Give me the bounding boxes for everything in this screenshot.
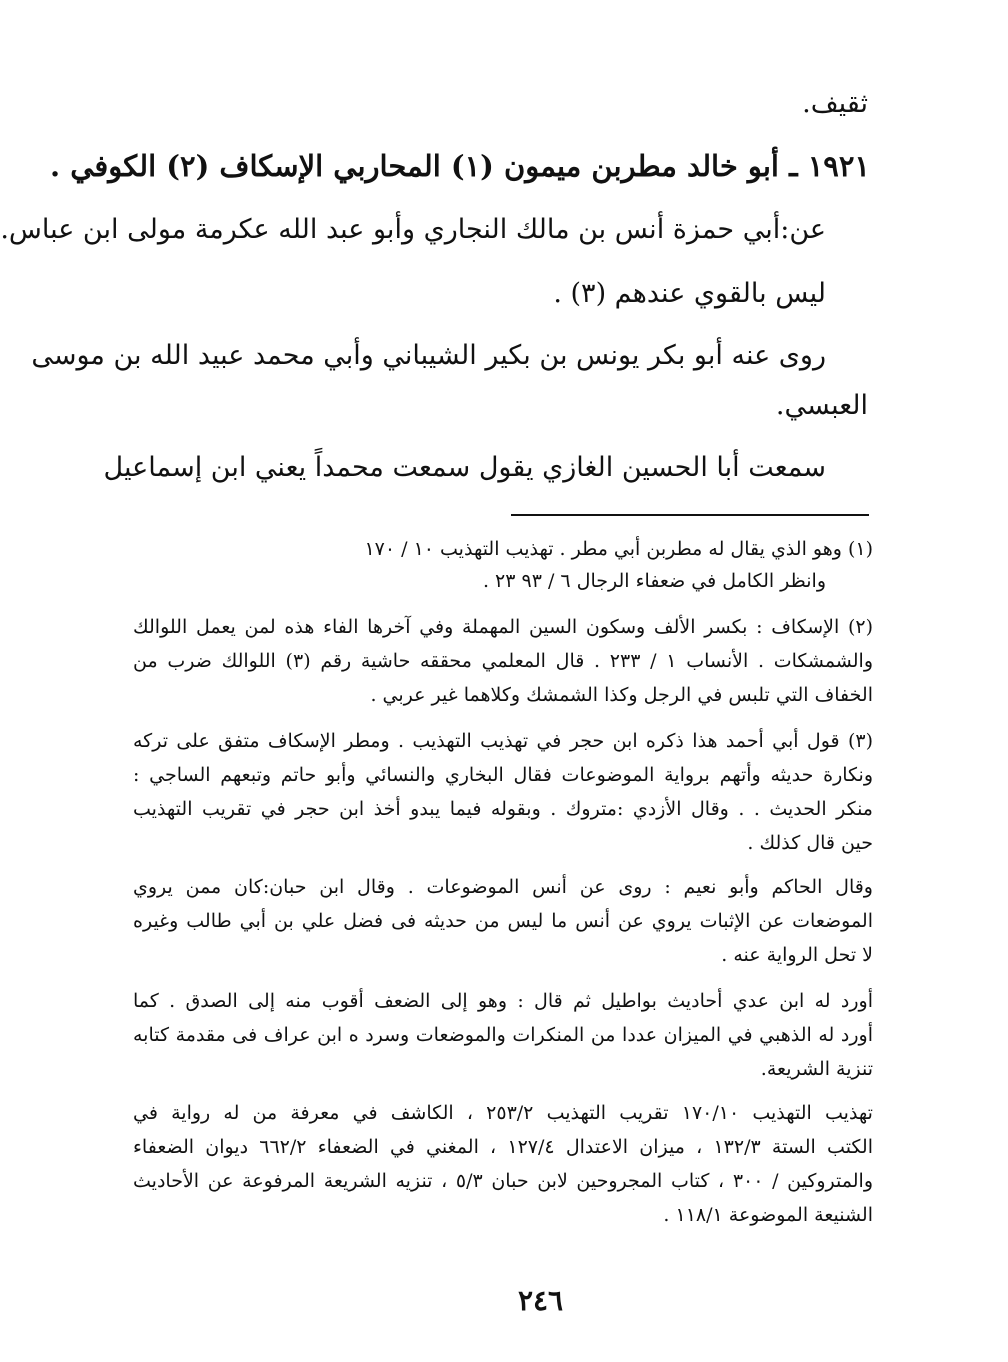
footnote-line: (٢) الإسكاف : بكسر الألف وسكون السين المهملة وفي آخرها الفاء هذه لمن يعمل اللوالك <box>133 616 873 638</box>
text-line-4: ليس بالقوي عندهم (٣) . <box>553 278 826 309</box>
footnote-line: تنزية الشريعة. <box>760 1058 873 1080</box>
footnote-line: والمتروكين / ٣٠٠ ، كتاب المجروحين لابن حبان ٥/٣ ، تنزيه الشريعة المرفوعة عن الأحاديث <box>133 1170 874 1192</box>
footnote-line: (٣) قول أبي أحمد هذا ذكره ابن حجر في تهذيب التهذيب . ومطر الإسكاف متفق على تركه <box>133 730 873 752</box>
footnote-line: الكتب الستة ١٣٢/٣ ، ميزان الاعتدال ١٢٧/٤ ، المغني في الضعفاء ٦٦٢/٢ ديوان الضعفاء <box>133 1136 873 1158</box>
page-number: ٢٤٦ <box>517 1284 564 1317</box>
footnote-line: والشمشكات . الأنساب ١ / ٢٣٣ . قال المعلمي محققه حاشية رقم (٣) اللوالك ضرب من <box>133 650 873 672</box>
footnote-line: وانظر الكامل في ضعفاء الرجال ٦ / ٩٣ ٢٣ . <box>482 570 826 592</box>
footnote-line: الموضعات عن الإثبات يروي عن أنس ما ليس من حديثه فى فضل علي بن أبي طالب وغيره <box>133 910 873 932</box>
footnote-line: أورد له الذهبي في الميزان عددا من المنكرات والموضعات وسرد ه ابن عراف فى مقدمة كتابه <box>133 1024 873 1046</box>
text-line-5: روى عنه أبو بكر يونس بن بكير الشيباني وأبي محمد عبيد الله بن موسى <box>31 340 826 371</box>
footnote-line: لا تحل الرواية عنه . <box>721 944 873 966</box>
footnote-line: منكر الحديث . . وقال الأزدي :متروك . وبقوله فيما يبدو أخذ ابن حجر في تقريب التهذيب <box>133 798 873 820</box>
text-line-6: العبسي. <box>775 390 868 421</box>
footnote-line: أورد له ابن عدي أحاديث بواطيل ثم قال : وهو إلى الضعف أقوب منه إلى الصدق . كما <box>133 990 873 1012</box>
text-line-7: سمعت أبا الحسين الغازي يقول سمعت محمداً يعني ابن إسماعيل <box>103 452 826 483</box>
footnote-line: حين قال كذلك . <box>747 832 873 854</box>
footnote-line: ونكارة حديثه وأتهم برواية الموضوعات فقال البخاري والنسائي وأبو حاتم وتبعهم الساجي : <box>133 764 873 786</box>
footnote-line: تهذيب التهذيب ١٧٠/١٠ تقريب التهذيب ٢٥٣/٢ ، الكاشف في معرفة من له رواية في <box>133 1102 873 1124</box>
text-line-3: عن:أبي حمزة أنس بن مالك النجاري وأبو عبد الله عكرمة مولى ابن عباس. <box>0 214 826 245</box>
footnote-line: الشنيعة الموضوعة ١١٨/١ . <box>663 1204 873 1226</box>
footnote-separator <box>511 514 869 516</box>
entry-heading: ١٩٢١ ـ أبو خالد مطربن ميمون (١) المحاربي الإسكاف (٢) الكوفي . <box>50 149 870 183</box>
footnote-line: الخفاف التي تلبس في الرجل وكذا الشمشك وكلاهما غير عربي . <box>370 684 873 706</box>
footnote-line: (١) وهو الذي يقال له مطربن أبي مطر . تهذيب التهذيب ١٠ / ١٧٠ <box>364 538 873 560</box>
footnote-line: وقال الحاكم وأبو نعيم : روى عن أنس الموضوعات . وقال ابن حبان:كان ممن يروي <box>133 876 873 898</box>
text-line-1: ثقيف. <box>802 88 868 119</box>
